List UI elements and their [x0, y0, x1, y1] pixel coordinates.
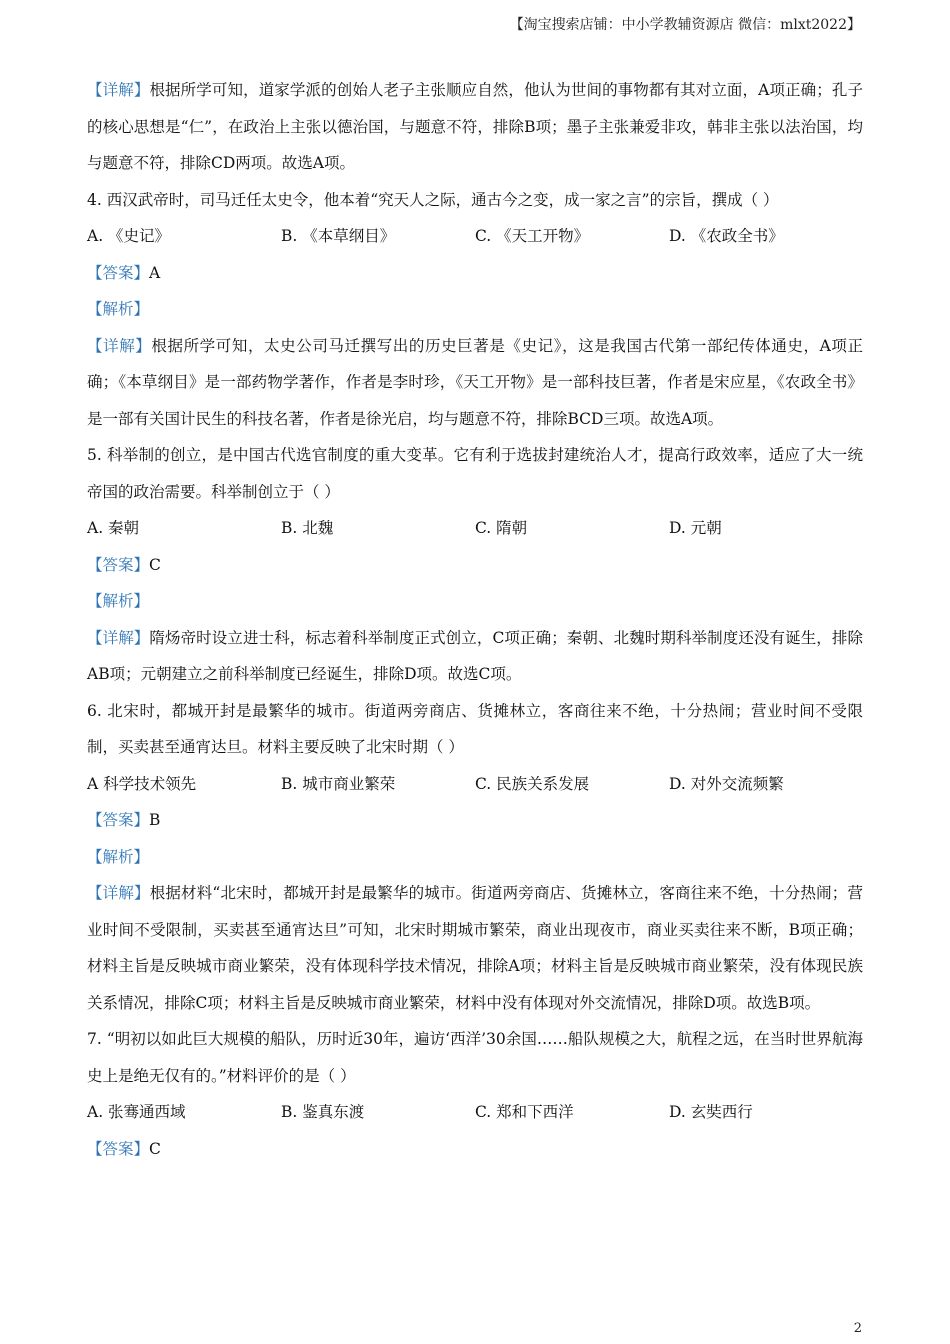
- page-number: 2: [853, 1321, 862, 1336]
- question-6-detail: [87, 875, 863, 1021]
- question-4-detail: [87, 328, 863, 438]
- question-7-options: [87, 1094, 863, 1131]
- option-b: B. 北魏: [281, 519, 334, 537]
- option-d: D. 对外交流频繁: [669, 774, 784, 793]
- option-b: B. 《本草纲目》: [281, 227, 396, 245]
- detail-tag: 【详解】: [87, 81, 150, 99]
- answer-value: C: [149, 1139, 161, 1158]
- option-b: B. 城市商业繁荣: [281, 774, 396, 793]
- question-4-options: [87, 218, 863, 255]
- option-c: C. 《天工开物》: [475, 227, 590, 245]
- answer-tag: 【答案】: [87, 263, 150, 282]
- question-6-analysis: [87, 839, 863, 876]
- question-5-detail: [87, 620, 863, 693]
- analysis-tag: 【解析】: [87, 847, 150, 866]
- answer-value: B: [149, 811, 161, 829]
- detail-text: 根据材料“北宋时，都城开封是最繁华的城市。街道两旁商店、货摊林立，客商往来不绝，十分热闹；营业时间不受限制，买卖甚至通宵达旦”可知，北宋时期城市繁荣，商业出现夜市，商业买卖往来不断，B项正确；材料主旨是反映城市商业繁荣，没有体现科学技术情况，排除A项；材料主旨是反映城市商业繁荣，没有体现民族关系情况，排除C项；材料主旨是反映城市商业繁荣，材料中没有体现对外交流情况，排除D项。故选B项。: [87, 884, 863, 1012]
- detail-tag: 【详解】: [87, 628, 150, 647]
- detail-tag: 【详解】: [87, 336, 152, 355]
- detail-tag: 【详解】: [87, 884, 150, 902]
- detail-text: 根据所学可知，太史公司马迁撰写出的历史巨著是《史记》，这是我国古代第一部纪传体通史，A项正确；《本草纲目》是一部药物学著作，作者是李时珍，《天工开物》是一部科技巨著，作者是宋应星，《农政全书》是一部有关国计民生的科技名著，作者是徐光启，均与题意不符，排除BCD三项。故选A项。: [87, 336, 863, 428]
- question-4-analysis: [87, 291, 863, 328]
- option-c: C. 民族关系发展: [475, 774, 590, 793]
- answer-value: C: [149, 555, 161, 574]
- detail-text: 根据所学可知，道家学派的创始人老子主张顺应自然，他认为世间的事物都有其对立面，A项正确；孔子的核心思想是“仁”，在政治上主张以德治国，与题意不符，排除B项；墨子主张兼爱非攻，韩非主张以法治国，均与题意不符，排除CD两项。故选A项。: [87, 81, 863, 172]
- option-a: A 科学技术领先: [87, 774, 197, 793]
- question-7-stem: 7. “明初以如此巨大规模的船队，历时近30年，遍访‘西洋’30余国……船队规模之大，航程之远，在当时世界航海史上是绝无仅有的。”材料评价的是（ ）: [87, 1030, 863, 1085]
- option-d: D. 玄奘西行: [669, 1103, 753, 1121]
- question-6-answer: [87, 802, 863, 839]
- answer-tag: 【答案】: [87, 555, 150, 574]
- question-5-answer: [87, 547, 863, 584]
- q3-detail: [87, 72, 863, 182]
- detail-text: 隋炀帝时设立进士科，标志着科举制度正式创立，C项正确；秦朝、北魏时期科举制度还没有诞生，排除AB项；元朝建立之前科举制度已经诞生，排除D项。故选C项。: [87, 628, 863, 683]
- answer-value: A: [149, 263, 161, 282]
- option-b: B. 鉴真东渡: [281, 1103, 365, 1121]
- question-5-analysis: [87, 583, 863, 620]
- analysis-tag: 【解析】: [87, 592, 150, 610]
- page-content: [87, 72, 863, 1167]
- question-4-stem: 4. 西汉武帝时，司马迁任太史令，他本着“究天人之际，通古今之变，成一家之言”的宗旨，撰成（ ）: [87, 190, 779, 209]
- question-5-stem: 5. 科举制的创立，是中国古代选官制度的重大变革。它有利于选拔封建统治人才，提高行政效率，适应了大一统帝国的政治需要。科举制创立于（ ）: [87, 446, 863, 501]
- option-c: C. 隋朝: [475, 519, 528, 537]
- option-c: C. 郑和下西洋: [475, 1103, 574, 1121]
- question-7-answer: [87, 1131, 863, 1168]
- question-6-options: [87, 766, 863, 803]
- question-5-options: [87, 510, 863, 547]
- answer-tag: 【答案】: [87, 811, 150, 829]
- answer-tag: 【答案】: [87, 1139, 150, 1158]
- option-d: D. 《农政全书》: [669, 227, 784, 245]
- option-a: A. 《史记》: [87, 227, 171, 245]
- option-d: D. 元朝: [669, 519, 722, 537]
- question-6-stem: 6. 北宋时，都城开封是最繁华的城市。街道两旁商店、货摊林立，客商往来不绝，十分热闹；营业时间不受限制，买卖甚至通宵达旦。材料主要反映了北宋时期（ ）: [87, 701, 863, 756]
- option-a: A. 张骞通西域: [87, 1103, 186, 1121]
- analysis-tag: 【解析】: [87, 300, 150, 318]
- page-header: 【淘宝搜索店铺：中小学教辅资源店 微信：mlxt2022】: [509, 17, 861, 33]
- option-a: A. 秦朝: [87, 519, 140, 537]
- question-4-answer: [87, 255, 863, 292]
